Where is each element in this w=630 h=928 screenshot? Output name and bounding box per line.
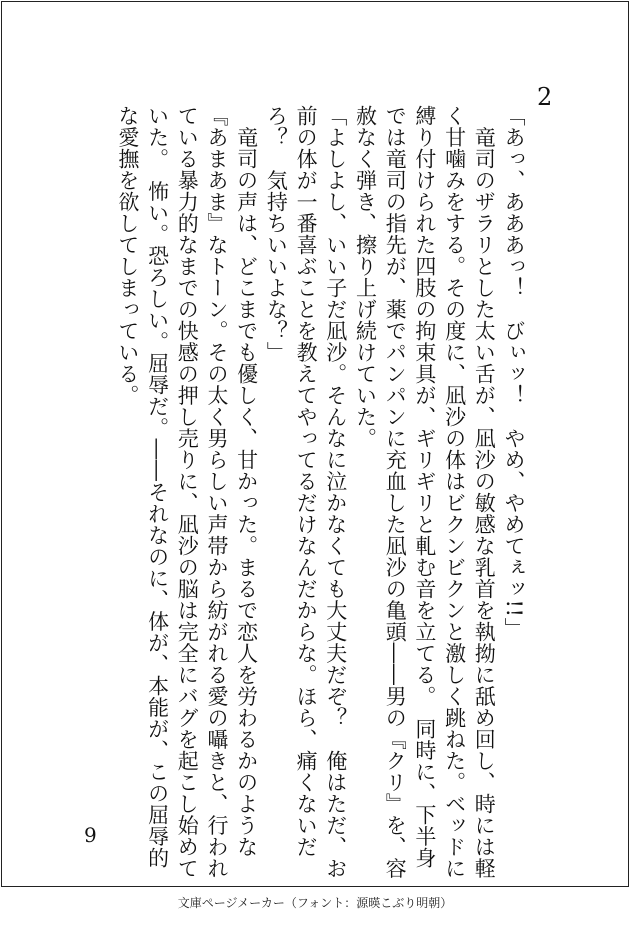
chapter-number: 2 (537, 83, 553, 111)
text-line: 赦なく弾き、擦り上げ続けていた。 (353, 105, 378, 449)
text-line: ている暴力的なまでの快感の押し売りに、凪沙の脳は完全にバグを起こし始めて (175, 105, 200, 879)
text-line: 『あまあま』なトーン。その太く男らしい声帯から紡がれる愛の囁きと、行われ (204, 105, 229, 879)
text-line: 「よしよし、いい子だ凪沙。そんなに泣かなくても大丈夫だぞ？ 俺はただ、お (323, 105, 348, 879)
text-line: 縛り付けられた四肢の拘束具が、ギリギリと軋む音を立てる。 同時に、下半身 (412, 105, 437, 869)
text-line: 竜司の声は、どこまでも優しく、甘かった。まるで恋人を労わるかのような (234, 105, 259, 858)
body-text (112, 105, 528, 879)
text-line: いた。 怖い。恐ろしい。屈辱だ。――それなのに、体が、本能が、この屈辱的 (145, 105, 170, 869)
footer-caption: 文庫ページメーカー（フォント：源暎こぶり明朝） (177, 896, 453, 910)
page-number: 9 (84, 823, 97, 847)
text-line: な愛撫を欲してしまっている。 (115, 105, 140, 406)
book-page (1, 1, 629, 887)
text-line: 竜司のザラリとした太い舌が、凪沙の敏感な乳首を執拗に舐め回し、時には軽 (472, 105, 497, 879)
text-line: く甘噛みをする。その度に、凪沙の体はビクンビクンと激しく跳ねた。ベッドに (442, 105, 467, 879)
text-line: 前の体が一番喜ぶことを教えてやってるだけなんだからな。ほら、痛くないだ (294, 105, 319, 858)
text-line: ろ？ 気持ちいいよな？」 (264, 105, 289, 363)
text-line: 「あっ、あああっ！ びぃッ！ やめ、やめてぇッ!!」 (502, 105, 526, 639)
text-line: では竜司の指先が、薬でパンパンに充血した凪沙の亀頭――男の『クリ』を、容 (383, 105, 408, 879)
